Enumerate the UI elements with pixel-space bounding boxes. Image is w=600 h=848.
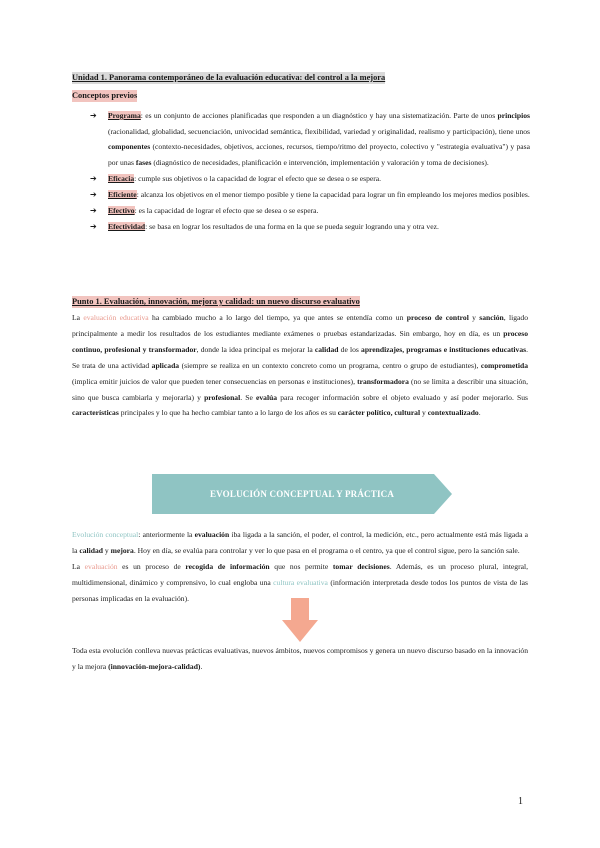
unit-title: Unidad 1. Panorama contemporáneo de la evaluación educativa: del control a la mejora — [72, 73, 386, 82]
term: Programa — [108, 111, 141, 120]
concept-list — [90, 108, 530, 235]
concepts-title: Conceptos previos — [72, 91, 138, 100]
list-item: ➔ Efectivo: es la capacidad de lograr el efecto que se desea o se espera. — [90, 203, 530, 219]
evolution-banner — [152, 474, 452, 514]
arrow-bullet-icon: ➔ — [90, 222, 97, 232]
arrow-bullet-icon: ➔ — [90, 189, 97, 199]
evolution-paragraph: Evolución conceptual: anteriormente la evaluación iba ligada a la sanción, el poder, el control, la medición, etc., pero actualmente está más ligada a la calidad y mejora. Hoy en día, se evalúa para controlar y ver lo que pasa en el programa o el centro, ya que el control sigue, pero la sanción sale. La evaluación es un proceso de recogida de información que nos permite tomar decisiones. Además, es un proceso plural, integral, multidimensional, dinámico y comprensivo, lo cual engloba una cultura evaluativa (información interpretada desde todos los puntos de vista de las personas implicadas en la evaluación). — [72, 530, 528, 603]
closing-paragraph: Toda esta evolución conlleva nuevas prácticas evaluativas, nuevos ámbitos, nuevos compromisos y genera un nuevo discurso basado en la innovación y la mejora (innovación-mejora-calidad). — [72, 646, 528, 671]
term: Efectivo — [108, 206, 135, 216]
list-item: ➔ Programa: es un conjunto de acciones planificadas que responden a un diagnóstico y hay una sistematización. Parte de unos principios (racionalidad, globalidad, secuenciación, univocidad semántica, flexibilidad, variedad y originalidad, realismo y participación), tiene unos componentes (contexto-necesidades, objetivos, acciones, recursos, tiempo/ritmo del proyecto, colectivo y "estrategia evaluativa") y pasa por unas fases (diagnóstico de necesidades, planificación e intervención, implementación y valoración y toma de decisiones). — [90, 108, 530, 170]
page-number: 1 — [518, 796, 523, 807]
banner-label: EVOLUCIÓN CONCEPTUAL Y PRÁCTICA — [209, 489, 395, 499]
section-title: Punto 1. Evaluación, innovación, mejora y calidad: un nuevo discurso evaluativo — [72, 297, 360, 306]
list-item: ➔ Eficiente: alcanza los objetivos en el menor tiempo posible y tiene la capacidad para lograr un fin empleando los mejores medios posibles. — [90, 187, 530, 203]
intro-paragraph: La evaluación educativa ha cambiado mucho a lo largo del tiempo, ya que antes se entendía como un proceso de control y sanción, ligado principalmente a medir los resultados de los estudiantes mediante exámenes o pruebas estandarizadas. Sin embargo, hoy en día, es un proceso continuo, profesional y transformador, donde la idea principal es mejorar la calidad de los aprendizajes, programas e instituciones educativas. Se trata de una actividad aplicada (siempre se realiza en un contexto concreto como un programa, centro o grupo de estudiantes), comprometida (implica emitir juicios de valor que pueden tener consecuencias en personas e instituciones), transformadora (no se limita a describir una situación, sino que busca cambiarla y mejorarla) y profesional. Se evalúa para recoger información sobre el objeto evaluado y así poder mejorarlo. Sus características principales y lo que ha hecho cambiar tanto a lo largo de los años es su carácter político, cultural y contextualizado. — [72, 313, 528, 418]
list-item: ➔ Efectividad: se basa en lograr los resultados de una forma en la que se pueda seguir logrando una y otra vez. — [90, 219, 530, 235]
term: Eficacia — [108, 173, 135, 183]
term: Eficiente — [108, 189, 137, 199]
arrow-bullet-icon: ➔ — [90, 173, 97, 183]
arrow-bullet-icon: ➔ — [90, 111, 97, 120]
down-arrow-icon — [282, 598, 318, 642]
list-item: ➔ Eficacia: cumple sus objetivos o la capacidad de lograr el efecto que se desea o se espera. — [90, 171, 530, 187]
term: Efectividad — [108, 222, 146, 232]
arrow-bullet-icon: ➔ — [90, 206, 97, 216]
